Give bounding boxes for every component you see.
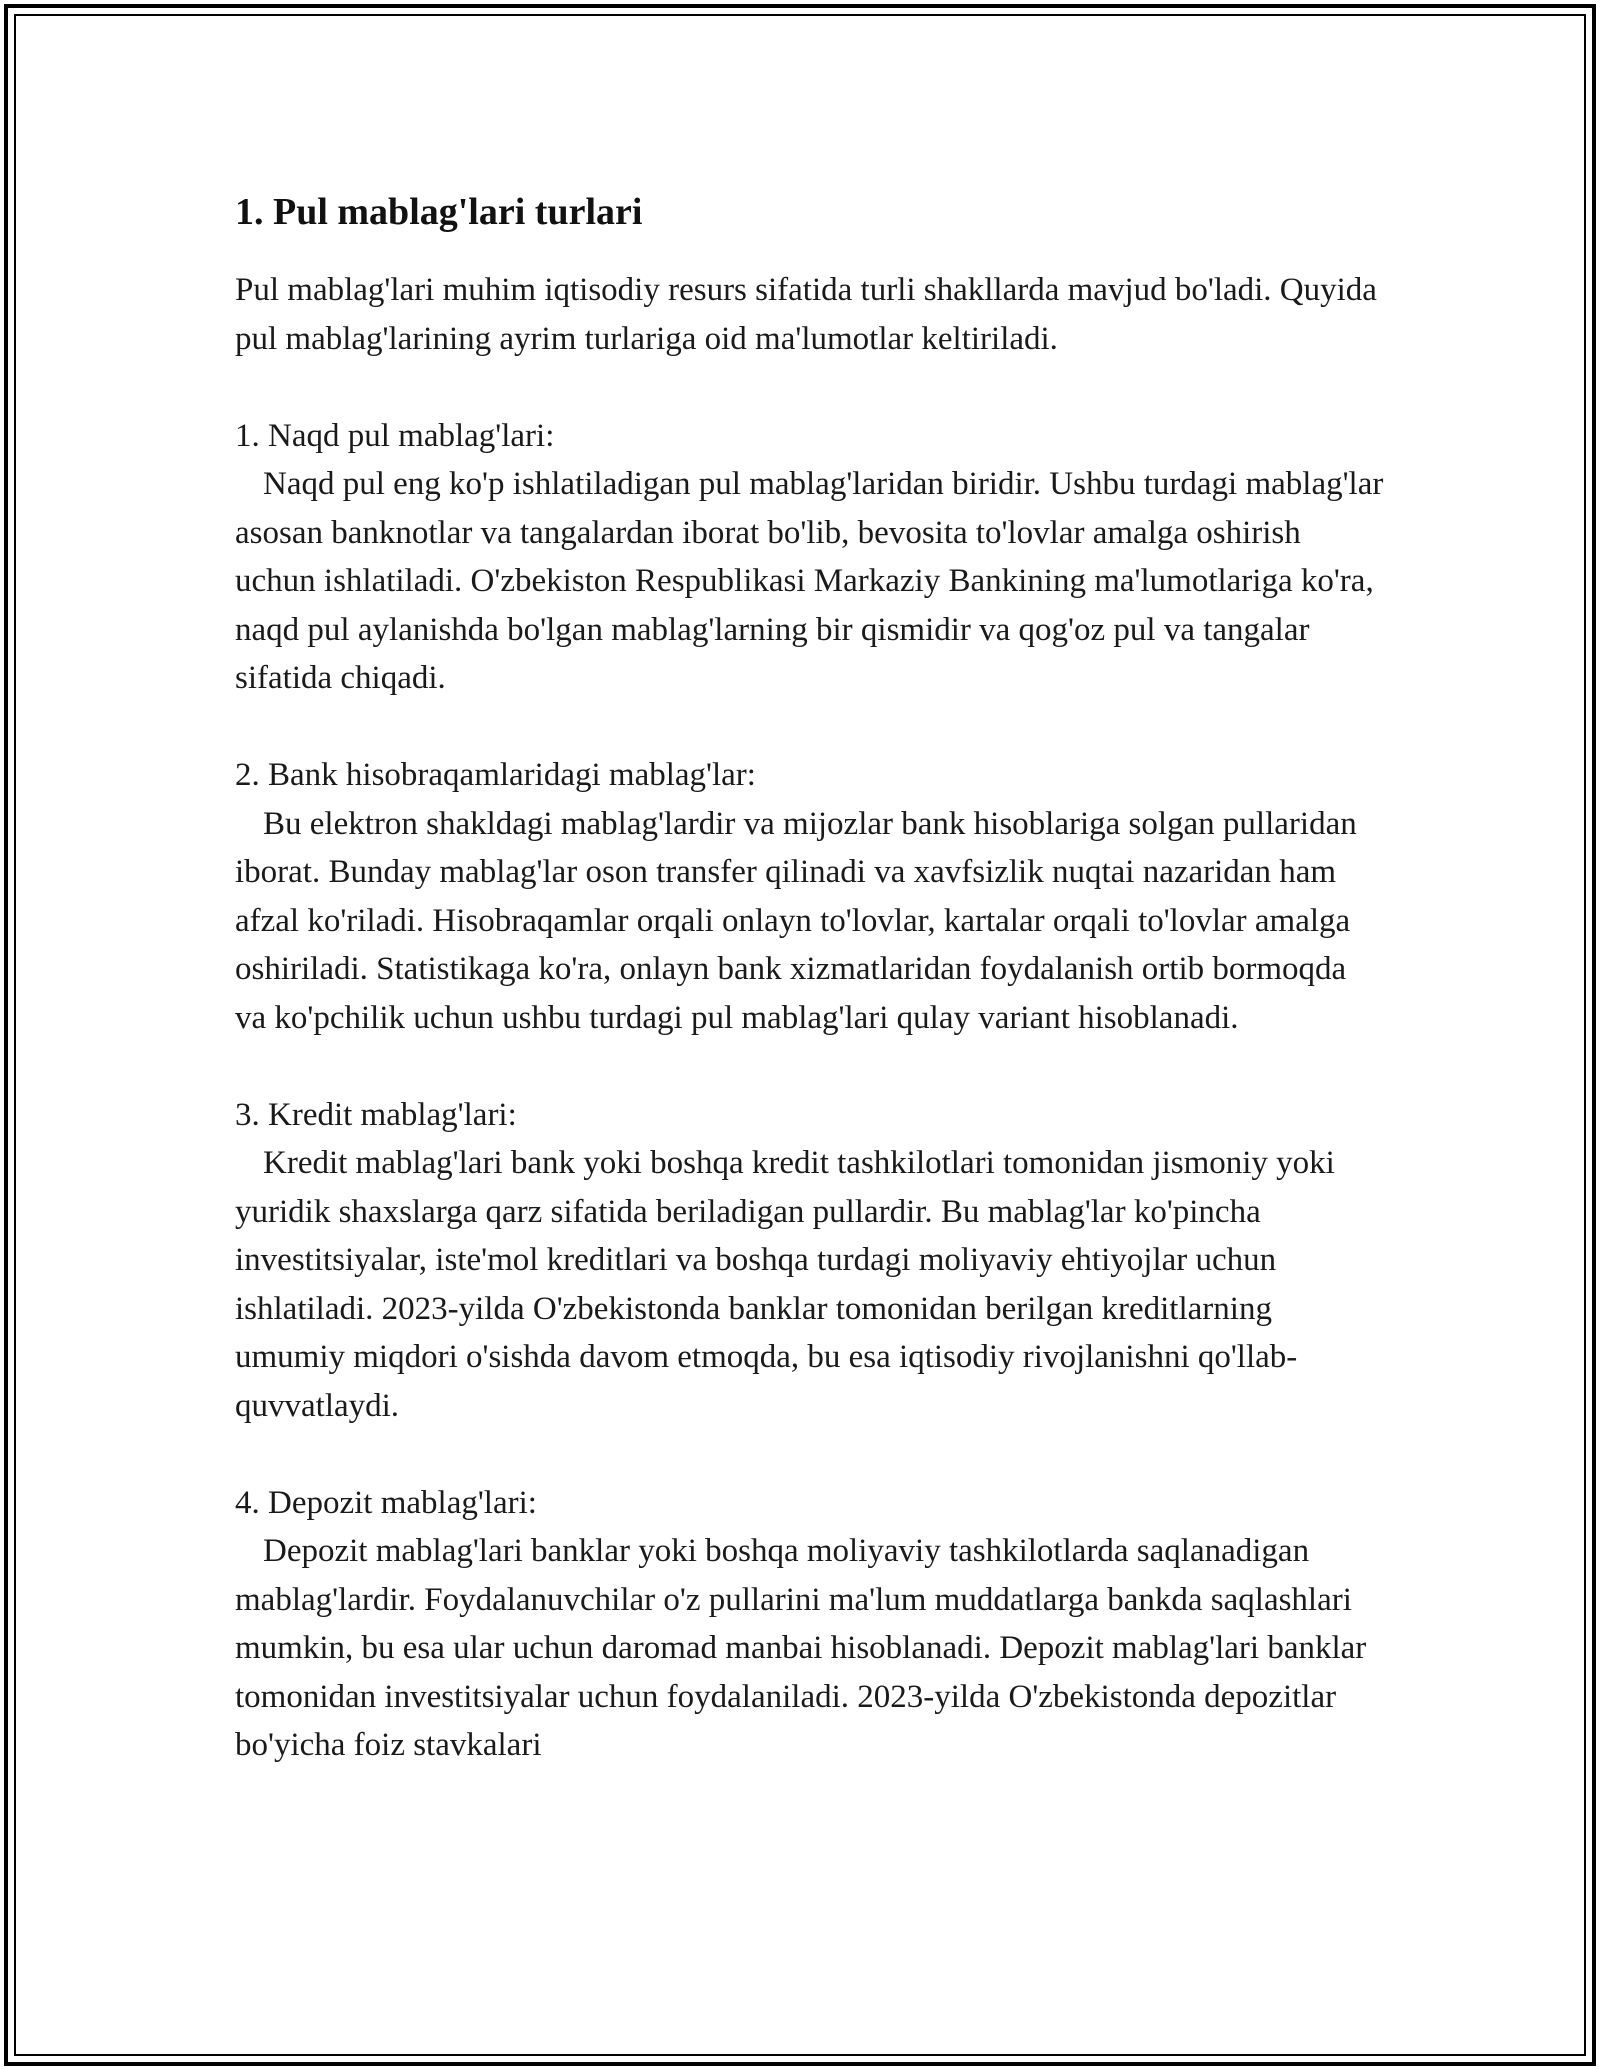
- section-bank-accounts: [235, 751, 1385, 1042]
- section-body: Naqd pul eng ko'p ishlatiladigan pul mablag'laridan biridir. Ushbu turdagi mablag'lar asosan banknotlar va tangalardan iborat bo'lib, bevosita to'lovlar amalga oshirish uchun ishlatiladi. O'zbekiston Respublikasi Markaziy Bankining ma'lumotlariga ko'ra, naqd pul aylanishda bo'lgan mablag'larning bir qismidir va qog'oz pul va tangalar sifatida chiqadi.: [235, 466, 1384, 696]
- section-cash: [235, 412, 1385, 703]
- document-body: [235, 188, 1385, 1770]
- section-body: Depozit mablag'lari banklar yoki boshqa moliyaviy tashkilotlarda saqlanadigan mablag'lardir. Foydalanuvchilar o'z pullarini ma'lum muddatlarga bankda saqlashlari mumkin, bu esa ular uchun daromad manbai hisoblanadi. Depozit mablag'lari banklar tomonidan investitsiyalar uchun foydalaniladi. 2023-yilda O'zbekistonda depozitlar bo'yicha foiz stavkalari: [235, 1533, 1367, 1763]
- paragraph-spacer: [235, 1430, 1385, 1479]
- section-heading: 3. Kredit mablag'lari:: [235, 1096, 517, 1133]
- intro-paragraph: Pul mablag'lari muhim iqtisodiy resurs sifatida turli shakllarda mavjud bo'ladi. Quyida pul mablag'larining ayrim turlariga oid ma'lumotlar keltiriladi.: [235, 272, 1377, 357]
- section-credit: [235, 1091, 1385, 1431]
- section-heading: 2. Bank hisobraqamlaridagi mablag'lar:: [235, 757, 756, 793]
- paragraph-spacer: [235, 1042, 1385, 1091]
- section-body: Bu elektron shakldagi mablag'lardir va mijozlar bank hisoblariga solgan pullaridan iborat. Bunday mablag'lar oson transfer qilinadi va xavfsizlik nuqtai nazaridan ham afzal ko'riladi. Hisobraqamlar orqali onlayn to'lovlar, kartalar orqali to'lovlar amalga oshiriladi. Statistikaga ko'ra, onlayn bank xizmatlaridan foydalanish ortib bormoqda va ko'pchilik uchun ushbu turdagi pul mablag'lari qulay variant hisoblanadi.: [235, 805, 1357, 1036]
- paragraph-spacer: [235, 703, 1385, 752]
- section-heading: 4. Depozit mablag'lari:: [235, 1484, 537, 1521]
- section-body: Kredit mablag'lari bank yoki boshqa kredit tashkilotlari tomonidan jismoniy yoki yuridik shaxslarga qarz sifatida beriladigan pullardir. Bu mablag'lar ko'pincha investitsiyalar, iste'mol kreditlari va boshqa turdagi moliyaviy ehtiyojlar uchun ishlatiladi. 2023-yilda O'zbekistonda banklar tomonidan berilgan kreditlarning umumiy miqdori o'sishda davom etmoqda, bu esa iqtisodiy rivojlanishni qo'llab-quvvatlaydi.: [235, 1145, 1335, 1424]
- section-heading: 1. Naqd pul mablag'lari:: [235, 417, 555, 454]
- document-title: 1. Pul mablag'lari turlari: [235, 191, 643, 233]
- section-deposit: [235, 1479, 1385, 1770]
- paragraph-spacer: [235, 363, 1385, 412]
